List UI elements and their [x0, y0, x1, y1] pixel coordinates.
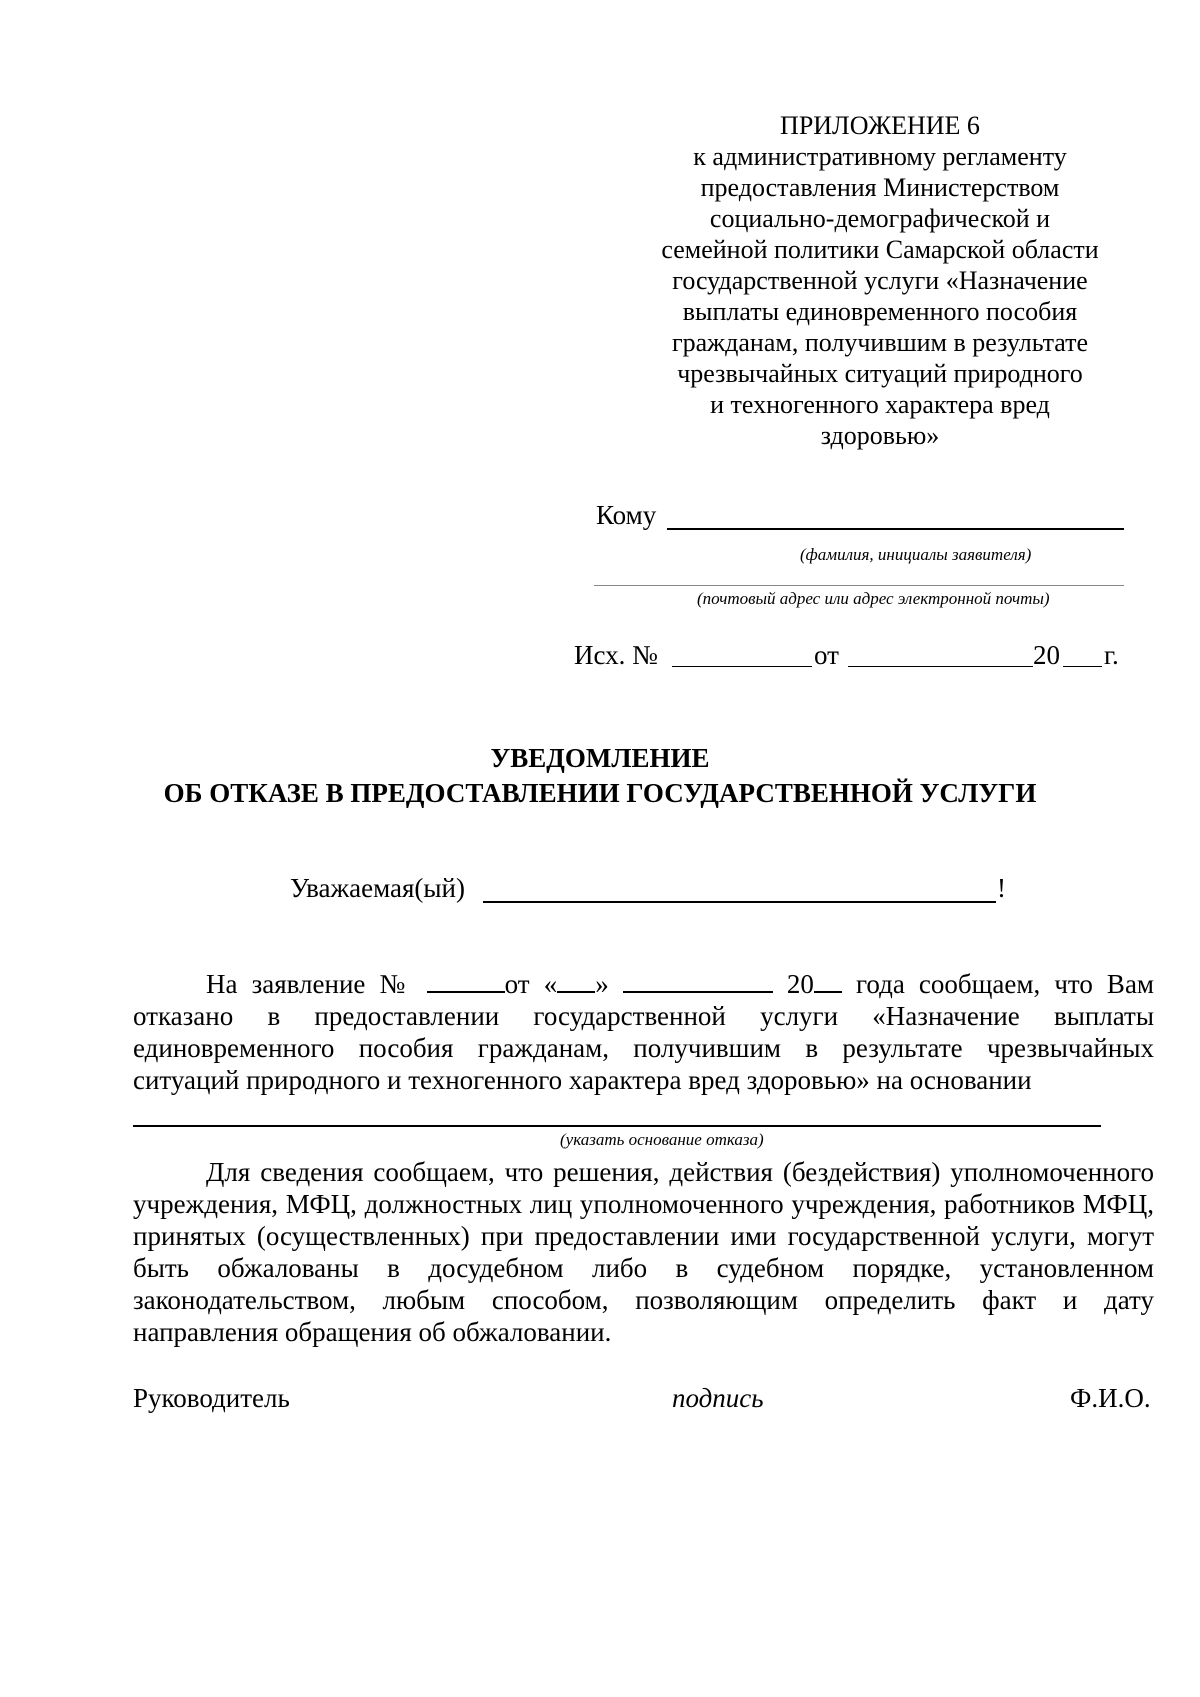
application-day-blank[interactable] — [557, 969, 595, 993]
appendix-block — [620, 110, 1140, 451]
recipient-address-line[interactable] — [594, 585, 1124, 586]
application-label: На заявление № — [206, 969, 413, 999]
refusal-reason-line[interactable] — [133, 1125, 1101, 1127]
appeal-paragraph — [133, 1156, 1154, 1348]
appendix-line: к административному регламенту — [693, 142, 1067, 171]
document-heading — [0, 741, 1200, 811]
application-year-prefix: 20 — [786, 969, 814, 999]
application-number-blank[interactable] — [427, 969, 505, 993]
outgoing-date-line[interactable] — [848, 666, 1033, 667]
salutation-prefix: Уважаемая(ый) — [290, 873, 465, 903]
appendix-line: здоровью» — [820, 421, 940, 450]
application-from-label: от « — [504, 969, 558, 999]
application-day-close: » — [595, 969, 609, 999]
recipient-name-note: (фамилия, инициалы заявителя) — [800, 545, 1032, 564]
signature-sign: подпись — [672, 1383, 764, 1413]
appendix-line: и техногенного характера вред — [710, 390, 1050, 419]
appendix-line: выплаты единовременного пособия — [682, 297, 1078, 326]
outgoing-number-line[interactable] — [672, 666, 812, 667]
outgoing-number-label: Исх. № — [574, 640, 658, 670]
refusal-paragraph — [133, 968, 1154, 1096]
to-label: Кому — [596, 500, 657, 530]
salutation-suffix: ! — [997, 873, 1006, 903]
recipient-address-note: (почтовый адрес или адрес электронной почты) — [697, 589, 1050, 608]
heading-line-1: УВЕДОМЛЕНИЕ — [490, 743, 710, 773]
outgoing-year-line[interactable] — [1063, 666, 1102, 667]
recipient-name-line[interactable] — [667, 528, 1124, 530]
heading-line-2: ОБ ОТКАЗЕ В ПРЕДОСТАВЛЕНИИ ГОСУДАРСТВЕННОЙ УСЛУГИ — [163, 778, 1037, 808]
outgoing-year-prefix: 20 — [1033, 640, 1060, 670]
salutation-name-line[interactable] — [483, 901, 996, 903]
appendix-line: чрезвычайных ситуаций природного — [677, 359, 1083, 388]
appendix-line: семейной политики Самарской области — [661, 235, 1099, 264]
application-month-blank[interactable] — [623, 969, 773, 993]
appeal-text: Для сведения сообщаем, что решения, действия (бездействия) уполномоченного учреждения, МФЦ, должностных лиц уполномоченного учреждения, работников МФЦ, принятых (осуществленных) при предоставлении ими государственной услуги, могут быть обжалованы в досудебном либо в судебном порядке, установленном законодательством, любым способом, позволяющим определить факт и дату направления обращения об обжаловании. — [133, 1157, 1154, 1347]
outgoing-from-label: от — [814, 640, 839, 670]
appendix-line: предоставления Министерством — [700, 173, 1060, 202]
application-year-blank[interactable] — [814, 969, 842, 993]
appendix-title: ПРИЛОЖЕНИЕ 6 — [780, 111, 980, 140]
appendix-line: социально-демографической и — [709, 204, 1051, 233]
appendix-line: гражданам, получившим в результате — [671, 328, 1089, 357]
refusal-text: года сообщаем, что Вам отказано в предоставлении государственной услуги «Назначение выплаты единовременного пособия гражданам, получившим в результате чрезвычайных ситуаций природного и техногенного характера вред здоровью» на основании — [133, 969, 1155, 1095]
signature-role: Руководитель — [133, 1383, 290, 1413]
signature-name: Ф.И.О. — [1070, 1383, 1151, 1413]
appendix-line: государственной услуги «Назначение — [672, 266, 1088, 295]
outgoing-year-suffix: г. — [1104, 640, 1119, 670]
refusal-reason-note: (указать основание отказа) — [560, 1130, 764, 1149]
